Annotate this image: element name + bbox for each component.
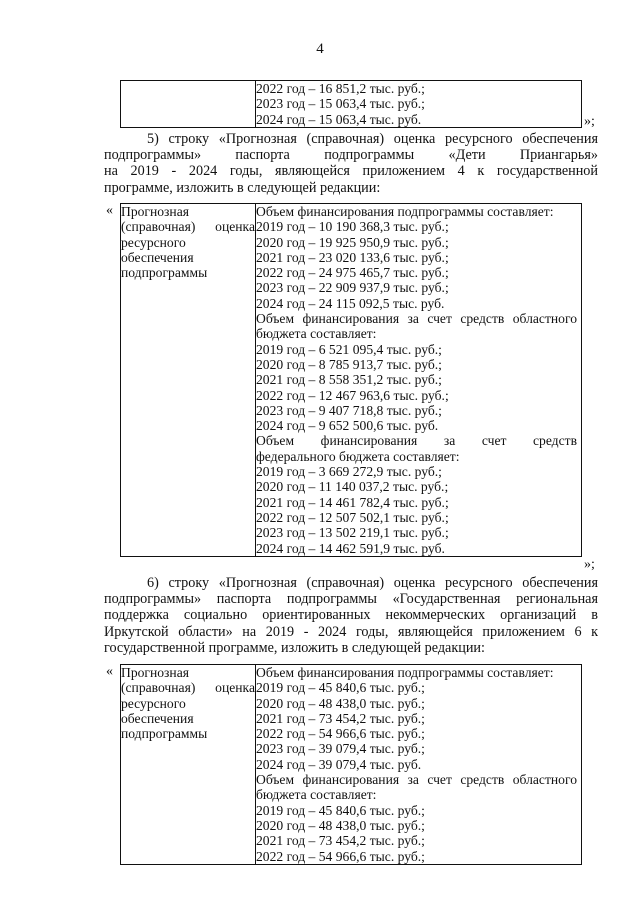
table1-row: 2024 год – 15 063,4 тыс. руб.	[256, 111, 422, 127]
table2-closing-quote: »;	[584, 557, 595, 572]
value-line: 2019 год – 45 840,6 тыс. руб.;	[256, 680, 425, 696]
label-line: ресурсного	[121, 695, 186, 711]
label-line: обеспечения	[121, 249, 194, 265]
table3-label-cell	[121, 665, 256, 865]
table3-value-cell	[256, 665, 582, 865]
table1-left-cell	[121, 81, 256, 128]
value-line: 2022 год – 24 975 465,7 тыс. руб.;	[256, 265, 449, 281]
paragraph-line: государственной программе, изложить в следующей редакции:	[104, 639, 485, 656]
value-line: 2023 год – 39 079,4 тыс. руб.;	[256, 741, 425, 757]
table2-label-cell	[121, 204, 256, 557]
value-line: 2019 год – 6 521 095,4 тыс. руб.;	[256, 341, 442, 357]
table2-value-cell	[256, 204, 582, 557]
value-line: 2020 год – 19 925 950,9 тыс. руб.;	[256, 234, 449, 250]
label-line: ресурсного	[121, 234, 186, 250]
value-line: Объем финансирования подпрограммы составляет:	[256, 665, 554, 680]
paragraph-line: подпрограммы» паспорта подпрограммы «Государственная региональная	[104, 591, 598, 608]
paragraph-line: подпрограммы» паспорта подпрограммы «Дети Приангарья»	[104, 147, 598, 164]
label-line: Прогнозная	[121, 204, 189, 219]
value-line: 2020 год – 8 785 913,7 тыс. руб.;	[256, 356, 442, 372]
paragraph-line: 5) строку «Прогнозная (справочная) оценка ресурсного обеспечения	[147, 131, 598, 147]
value-line: 2023 год – 13 502 219,1 тыс. руб.;	[256, 525, 449, 541]
value-line: Объем финансирования подпрограммы составляет:	[256, 204, 554, 219]
value-line: 2023 год – 9 407 718,8 тыс. руб.;	[256, 402, 442, 418]
label-line: (справочная) оценка	[121, 219, 255, 235]
value-line: 2024 год – 14 462 591,9 тыс. руб.	[256, 540, 445, 556]
value-line: 2024 год – 9 652 500,6 тыс. руб.	[256, 418, 439, 434]
value-line: 2022 год – 12 467 963,6 тыс. руб.;	[256, 387, 449, 403]
funding-table-nko-support	[120, 664, 582, 865]
table3-opening-quote: «	[106, 664, 113, 679]
funding-table-continuation	[120, 80, 582, 128]
paragraph-item-5	[104, 131, 598, 196]
label-line: подпрограммы	[121, 265, 208, 281]
value-line: 2021 год – 23 020 133,6 тыс. руб.;	[256, 249, 449, 265]
value-line: 2019 год – 10 190 368,3 тыс. руб.;	[256, 219, 449, 235]
value-line: 2023 год – 22 909 937,9 тыс. руб.;	[256, 280, 449, 296]
funding-table-deti-priangarya	[120, 203, 582, 557]
value-line: 2019 год – 45 840,6 тыс. руб.;	[256, 802, 425, 818]
value-line: 2021 год – 73 454,2 тыс. руб.;	[256, 833, 425, 849]
table1-closing-quote: »;	[584, 114, 595, 129]
label-line: обеспечения	[121, 710, 194, 726]
value-line: Объем финансирования за счет средств областного	[256, 311, 577, 327]
value-line: 2022 год – 54 966,6 тыс. руб.;	[256, 726, 425, 742]
paragraph-item-6	[104, 575, 598, 656]
value-line: 2020 год – 11 140 037,2 тыс. руб.;	[256, 479, 449, 495]
paragraph-line: Иркутской области» на 2019 - 2024 годы, являющейся приложением 6 к	[104, 623, 598, 640]
value-line: 2021 год – 14 461 782,4 тыс. руб.;	[256, 494, 449, 510]
label-line: (справочная) оценка	[121, 680, 255, 696]
label-line: Прогнозная	[121, 665, 189, 680]
page-number: 4	[316, 41, 324, 57]
value-line: 2024 год – 39 079,4 тыс. руб.	[256, 756, 422, 772]
value-line: 2021 год – 8 558 351,2 тыс. руб.;	[256, 372, 442, 388]
value-line: 2021 год – 73 454,2 тыс. руб.;	[256, 710, 425, 726]
paragraph-line: программе, изложить в следующей редакции:	[104, 179, 381, 196]
value-line: Объем финансирования за счет средств	[256, 433, 577, 449]
value-line: 2019 год – 3 669 272,9 тыс. руб.;	[256, 464, 442, 480]
value-line: 2022 год – 12 507 502,1 тыс. руб.;	[256, 509, 449, 525]
value-line: бюджета составляет:	[256, 787, 377, 803]
table1-right-cell	[256, 81, 582, 128]
value-line: 2020 год – 48 438,0 тыс. руб.;	[256, 817, 425, 833]
paragraph-line: 6) строку «Прогнозная (справочная) оценка ресурсного обеспечения	[147, 575, 598, 591]
table1-row: 2023 год – 15 063,4 тыс. руб.;	[256, 96, 425, 112]
paragraph-line: поддержка социально ориентированных некоммерческих организаций в	[104, 607, 598, 624]
value-line: 2022 год – 54 966,6 тыс. руб.;	[256, 848, 425, 864]
value-line: 2024 год – 24 115 092,5 тыс. руб.	[256, 295, 445, 311]
paragraph-line: на 2019 - 2024 годы, являющейся приложением 4 к государственной	[104, 163, 598, 180]
table1-row: 2022 год – 16 851,2 тыс. руб.;	[256, 81, 425, 96]
table2-opening-quote: «	[106, 203, 113, 218]
value-line: федерального бюджета составляет:	[256, 448, 460, 464]
value-line: бюджета составляет:	[256, 326, 377, 342]
value-line: 2020 год – 48 438,0 тыс. руб.;	[256, 695, 425, 711]
value-line: Объем финансирования за счет средств областного	[256, 772, 577, 788]
label-line: подпрограммы	[121, 726, 208, 742]
